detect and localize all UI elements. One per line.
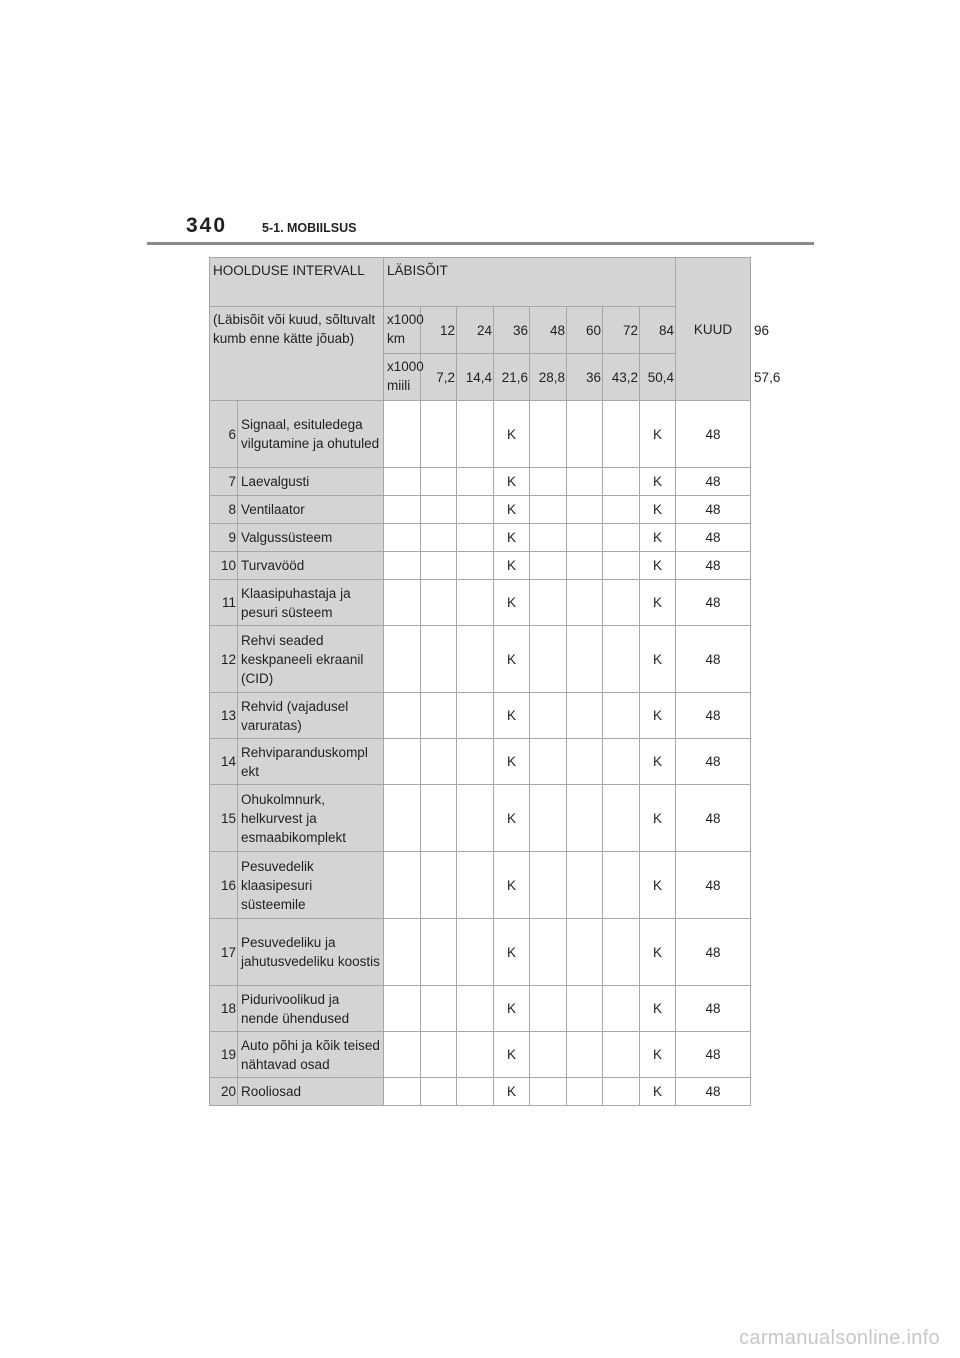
check-cell bbox=[530, 580, 567, 626]
check-cell: K bbox=[494, 852, 530, 919]
row-number: 12 bbox=[210, 626, 238, 693]
table-row bbox=[210, 496, 751, 524]
check-cell bbox=[457, 524, 494, 552]
months-cell: 48 bbox=[676, 496, 751, 524]
check-cell: K bbox=[494, 919, 530, 986]
check-cell: K bbox=[640, 468, 676, 496]
check-cell bbox=[457, 468, 494, 496]
row-item: Turvavööd bbox=[238, 552, 384, 580]
check-cell bbox=[530, 693, 567, 739]
mileage-label: LÄBISÕIT bbox=[384, 258, 676, 307]
check-cell bbox=[457, 986, 494, 1032]
mile-value: 28,8 bbox=[530, 354, 567, 401]
check-cell bbox=[421, 693, 457, 739]
check-cell bbox=[603, 524, 640, 552]
table-row bbox=[210, 626, 751, 693]
row-item: Laevalgusti bbox=[238, 468, 384, 496]
check-cell bbox=[530, 785, 567, 852]
check-cell: K bbox=[640, 739, 676, 785]
check-cell bbox=[384, 496, 421, 524]
check-cell: K bbox=[640, 552, 676, 580]
km-unit: x1000 km bbox=[384, 307, 421, 354]
check-cell bbox=[384, 1078, 421, 1106]
check-cell bbox=[603, 496, 640, 524]
check-cell: K bbox=[640, 693, 676, 739]
miles-unit: x1000 miili bbox=[384, 354, 421, 401]
km-value: 48 bbox=[530, 307, 567, 354]
check-cell bbox=[603, 693, 640, 739]
table-body bbox=[210, 401, 751, 1106]
check-cell: K bbox=[640, 496, 676, 524]
check-cell bbox=[567, 524, 603, 552]
months-cell: 48 bbox=[676, 739, 751, 785]
check-cell bbox=[530, 524, 567, 552]
check-cell bbox=[567, 986, 603, 1032]
table-row bbox=[210, 468, 751, 496]
km-value: 12 bbox=[421, 307, 457, 354]
check-cell bbox=[530, 919, 567, 986]
check-cell bbox=[603, 401, 640, 468]
footer-watermark: carmanualsonline.info bbox=[739, 1327, 940, 1349]
check-cell: K bbox=[640, 986, 676, 1032]
row-item: Pesuvedeliku ja jahutusvedeliku koostis bbox=[238, 919, 384, 986]
check-cell: K bbox=[640, 1032, 676, 1078]
header-rule bbox=[147, 242, 814, 245]
row-number: 14 bbox=[210, 739, 238, 785]
check-cell bbox=[384, 1032, 421, 1078]
row-number: 6 bbox=[210, 401, 238, 468]
check-cell bbox=[384, 524, 421, 552]
check-cell bbox=[567, 552, 603, 580]
mile-value: 7,2 bbox=[421, 354, 457, 401]
months-cell: 48 bbox=[676, 468, 751, 496]
table-row bbox=[210, 401, 751, 468]
row-number: 11 bbox=[210, 580, 238, 626]
check-cell: K bbox=[494, 401, 530, 468]
check-cell bbox=[567, 496, 603, 524]
check-cell bbox=[530, 552, 567, 580]
months-cell: 48 bbox=[676, 401, 751, 468]
check-cell bbox=[457, 1078, 494, 1106]
row-number: 16 bbox=[210, 852, 238, 919]
months-cell: 48 bbox=[676, 1032, 751, 1078]
km-value: 24 bbox=[457, 307, 494, 354]
table-row bbox=[210, 785, 751, 852]
check-cell bbox=[384, 580, 421, 626]
check-cell bbox=[603, 986, 640, 1032]
check-cell bbox=[457, 552, 494, 580]
check-cell bbox=[457, 496, 494, 524]
check-cell: K bbox=[494, 693, 530, 739]
check-cell bbox=[384, 468, 421, 496]
table-row bbox=[210, 919, 751, 986]
check-cell: K bbox=[494, 986, 530, 1032]
row-number: 20 bbox=[210, 1078, 238, 1106]
table-row bbox=[210, 552, 751, 580]
check-cell bbox=[603, 1032, 640, 1078]
km-value: 36 bbox=[494, 307, 530, 354]
table-row bbox=[210, 739, 751, 785]
mile-value: 43,2 bbox=[603, 354, 640, 401]
check-cell bbox=[421, 468, 457, 496]
page-number: 340 bbox=[186, 214, 228, 237]
table-row bbox=[210, 693, 751, 739]
check-cell bbox=[530, 1032, 567, 1078]
check-cell bbox=[421, 401, 457, 468]
check-cell: K bbox=[494, 1078, 530, 1106]
check-cell bbox=[421, 739, 457, 785]
check-cell: K bbox=[494, 552, 530, 580]
check-cell bbox=[567, 626, 603, 693]
table-row bbox=[210, 1032, 751, 1078]
check-cell: K bbox=[494, 496, 530, 524]
check-cell bbox=[530, 401, 567, 468]
mile-value: 50,4 bbox=[640, 354, 676, 401]
check-cell bbox=[457, 785, 494, 852]
check-cell bbox=[567, 401, 603, 468]
check-cell bbox=[384, 401, 421, 468]
months-cell: 48 bbox=[676, 552, 751, 580]
row-item: Signaal, esituledega vilgutamine ja ohutuled bbox=[238, 401, 384, 468]
check-cell: K bbox=[640, 524, 676, 552]
check-cell bbox=[530, 468, 567, 496]
check-cell bbox=[421, 919, 457, 986]
row-number: 17 bbox=[210, 919, 238, 986]
table-row bbox=[210, 852, 751, 919]
check-cell bbox=[603, 552, 640, 580]
check-cell bbox=[457, 852, 494, 919]
row-number: 8 bbox=[210, 496, 238, 524]
row-item: Rehvi seaded keskpaneeli ekraanil (CID) bbox=[238, 626, 384, 693]
months-cell: 48 bbox=[676, 580, 751, 626]
check-cell bbox=[603, 626, 640, 693]
mile-value: 36 bbox=[567, 354, 603, 401]
interval-note: (Läbisõit või kuud, sõltuvalt kumb enne kätte jõuab) bbox=[210, 307, 384, 401]
months-cell: 48 bbox=[676, 785, 751, 852]
months-label: KUUD bbox=[676, 258, 751, 401]
check-cell bbox=[421, 524, 457, 552]
check-cell bbox=[457, 693, 494, 739]
check-cell: K bbox=[640, 1078, 676, 1106]
check-cell: K bbox=[640, 852, 676, 919]
row-item: Pidurivoolikud ja nende ühendused bbox=[238, 986, 384, 1032]
check-cell: K bbox=[494, 468, 530, 496]
months-cell: 48 bbox=[676, 986, 751, 1032]
months-cell: 48 bbox=[676, 1078, 751, 1106]
interval-label: HOOLDUSE INTERVALL bbox=[210, 258, 384, 307]
row-number: 18 bbox=[210, 986, 238, 1032]
check-cell bbox=[384, 986, 421, 1032]
check-cell bbox=[421, 626, 457, 693]
months-cell: 48 bbox=[676, 919, 751, 986]
check-cell: K bbox=[494, 739, 530, 785]
km-value: 84 bbox=[640, 307, 676, 354]
months-cell: 48 bbox=[676, 626, 751, 693]
row-item: Rehvid (vajadusel varuratas) bbox=[238, 693, 384, 739]
km-value: 72 bbox=[603, 307, 640, 354]
row-number: 7 bbox=[210, 468, 238, 496]
row-item: Ohukolmnurk, helkurvest ja esmaabikomplekt bbox=[238, 785, 384, 852]
check-cell bbox=[567, 739, 603, 785]
row-number: 10 bbox=[210, 552, 238, 580]
check-cell bbox=[421, 852, 457, 919]
check-cell bbox=[530, 739, 567, 785]
check-cell bbox=[384, 739, 421, 785]
check-cell bbox=[384, 852, 421, 919]
check-cell bbox=[567, 852, 603, 919]
check-cell bbox=[421, 496, 457, 524]
check-cell: K bbox=[640, 785, 676, 852]
check-cell bbox=[457, 626, 494, 693]
check-cell bbox=[457, 739, 494, 785]
check-cell: K bbox=[640, 919, 676, 986]
mile-value: 21,6 bbox=[494, 354, 530, 401]
check-cell bbox=[530, 1078, 567, 1106]
check-cell bbox=[421, 1032, 457, 1078]
check-cell bbox=[567, 1078, 603, 1106]
row-item: Ventilaator bbox=[238, 496, 384, 524]
check-cell: K bbox=[494, 580, 530, 626]
check-cell bbox=[567, 468, 603, 496]
row-number: 13 bbox=[210, 693, 238, 739]
section-title: 5-1. MOBIILSUS bbox=[262, 221, 357, 235]
check-cell bbox=[530, 626, 567, 693]
check-cell bbox=[421, 986, 457, 1032]
check-cell bbox=[384, 693, 421, 739]
check-cell: K bbox=[494, 785, 530, 852]
check-cell bbox=[384, 626, 421, 693]
row-item: Pesuvedelik klaasipesuri süsteemile bbox=[238, 852, 384, 919]
row-item: Rooliosad bbox=[238, 1078, 384, 1106]
check-cell bbox=[457, 580, 494, 626]
check-cell bbox=[603, 739, 640, 785]
check-cell: K bbox=[640, 580, 676, 626]
months-cell: 48 bbox=[676, 693, 751, 739]
check-cell bbox=[603, 852, 640, 919]
table-row bbox=[210, 1078, 751, 1106]
row-item: Valgussüsteem bbox=[238, 524, 384, 552]
months-cell: 48 bbox=[676, 852, 751, 919]
check-cell bbox=[457, 1032, 494, 1078]
check-cell bbox=[384, 919, 421, 986]
check-cell bbox=[421, 580, 457, 626]
check-cell bbox=[603, 919, 640, 986]
check-cell bbox=[530, 986, 567, 1032]
check-cell bbox=[603, 1078, 640, 1106]
check-cell bbox=[567, 785, 603, 852]
table-row bbox=[210, 524, 751, 552]
check-cell bbox=[530, 852, 567, 919]
check-cell: K bbox=[494, 1032, 530, 1078]
check-cell bbox=[567, 1032, 603, 1078]
check-cell bbox=[421, 1078, 457, 1106]
table-row bbox=[210, 580, 751, 626]
row-item: Auto põhi ja kõik teised nähtavad osad bbox=[238, 1032, 384, 1078]
check-cell: K bbox=[640, 401, 676, 468]
km-value: 60 bbox=[567, 307, 603, 354]
row-number: 19 bbox=[210, 1032, 238, 1078]
check-cell bbox=[384, 552, 421, 580]
check-cell bbox=[421, 552, 457, 580]
row-item: Rehviparanduskompl ekt bbox=[238, 739, 384, 785]
check-cell: K bbox=[640, 626, 676, 693]
check-cell: K bbox=[494, 626, 530, 693]
maintenance-table: HOOLDUSE INTERVALL LÄBISÕIT KUUD (Läbisõit või kuud, sõltuvalt kumb enne kätte jõuab) x1000 km 12 24 36 48 60 72 84 96 x1000 miili 7,2 14,4 21,6 28,8 36 43,2 50,4 57,6 6 Signaal, esituledega vilgutamine ja ohutuled K K 48 7 Laevalgusti K K 48 8 Ventilaator K K 48 9 Valgussüsteem K K 48 10 Turvavööd K K 48 11 Klaasipuhastaja ja pesuri süsteem K K 48 12 Rehvi seaded keskpaneeli ekraanil (CID) K K 48 13 Rehvid (vajadusel varuratas) K K 48 14 Rehviparanduskompl ekt K K 48 15 Ohukolmnurk, helkurvest ja esmaabikomplekt K K 48 16 Pesuvedelik klaasipesuri süsteemile K K 48 17 Pesuvedeliku ja jahutusvedeliku koostis K K 48 18 Pidurivoolikud ja nende ühendused K K 48 19 Auto põhi ja kõik teised nähtavad osad K K 48 20 Rooliosad K K 48 bbox=[209, 257, 751, 1106]
mile-value: 14,4 bbox=[457, 354, 494, 401]
check-cell: K bbox=[494, 524, 530, 552]
check-cell bbox=[530, 496, 567, 524]
check-cell bbox=[567, 693, 603, 739]
months-cell: 48 bbox=[676, 524, 751, 552]
table-row bbox=[210, 986, 751, 1032]
check-cell bbox=[457, 919, 494, 986]
check-cell bbox=[567, 919, 603, 986]
row-number: 15 bbox=[210, 785, 238, 852]
check-cell bbox=[421, 785, 457, 852]
check-cell bbox=[603, 785, 640, 852]
check-cell bbox=[384, 785, 421, 852]
check-cell bbox=[603, 580, 640, 626]
row-item: Klaasipuhastaja ja pesuri süsteem bbox=[238, 580, 384, 626]
check-cell bbox=[457, 401, 494, 468]
check-cell bbox=[603, 468, 640, 496]
row-number: 9 bbox=[210, 524, 238, 552]
check-cell bbox=[567, 580, 603, 626]
